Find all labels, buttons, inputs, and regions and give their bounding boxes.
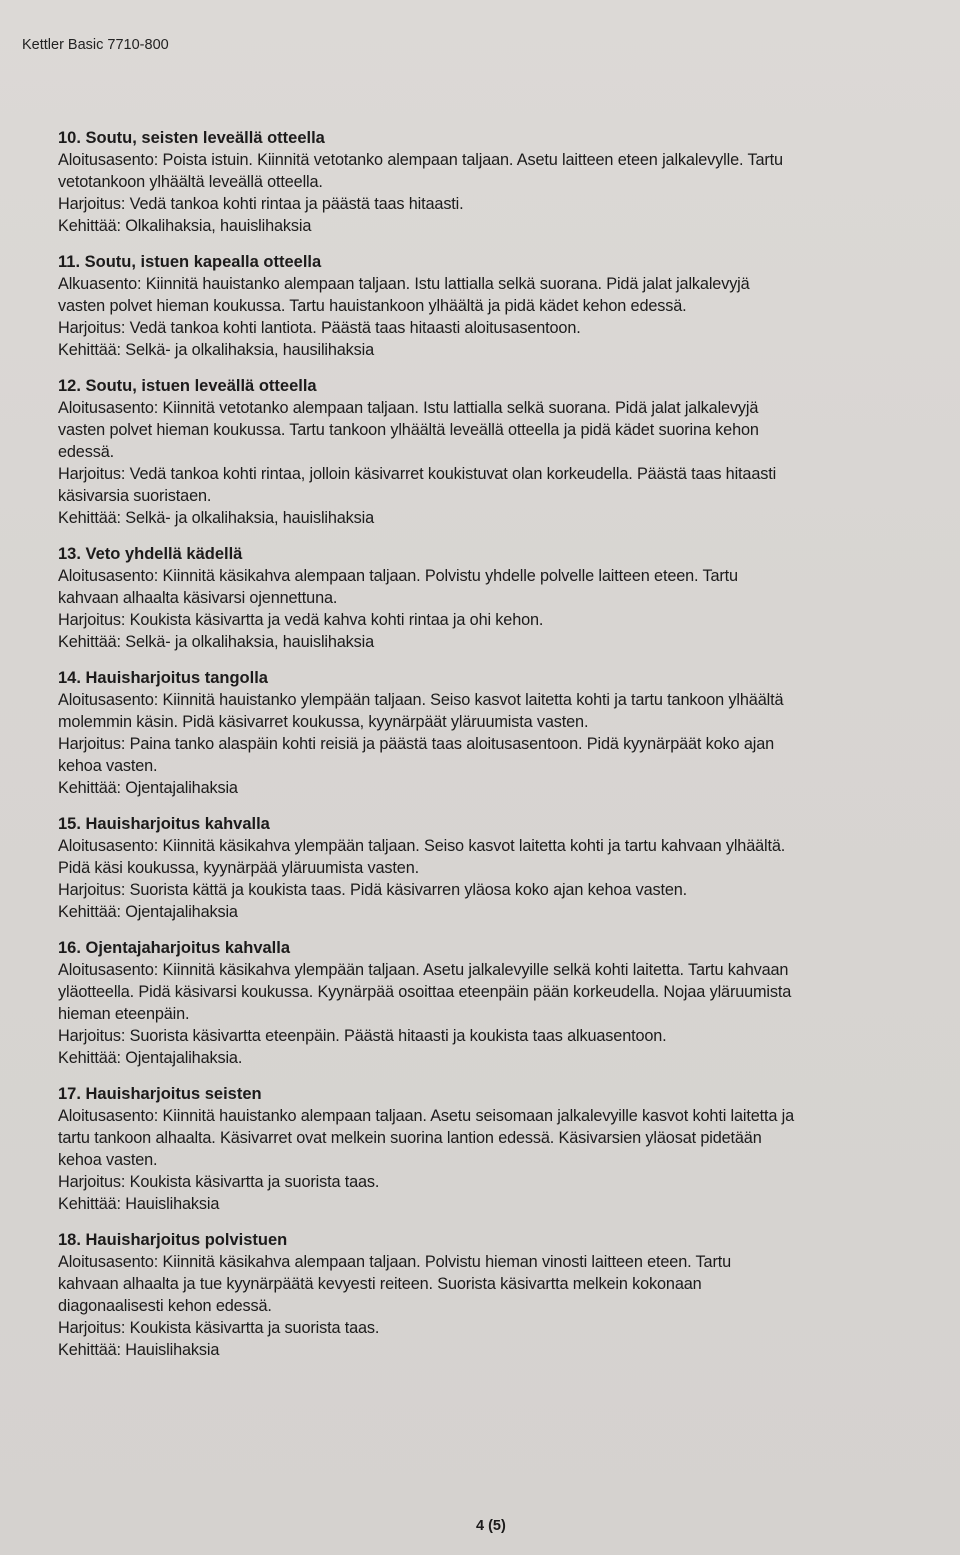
exercise-text-line: Kehittää: Selkä- ja olkalihaksia, hausilihaksia bbox=[58, 341, 375, 359]
exercise-text-line: Kehittää: Ojentajalihaksia bbox=[58, 779, 238, 797]
exercise-title: 13. Veto yhdellä kädellä bbox=[58, 545, 243, 563]
exercise-text-line: Kehittää: Selkä- ja olkalihaksia, hauislihaksia bbox=[58, 509, 375, 527]
exercise-text-line: kahvaan alhaalta käsivarsi ojennettuna. bbox=[58, 589, 338, 607]
exercise-text-line: hieman eteenpäin. bbox=[58, 1005, 190, 1023]
exercise-11 bbox=[58, 252, 958, 361]
exercise-text-line: molemmin käsin. Pidä käsivarret koukussa, kyynärpäät yläruumista vasten. bbox=[58, 713, 589, 731]
exercise-text-line: diagonaalisesti kehon edessä. bbox=[58, 1297, 272, 1315]
exercise-text-line: kehoa vasten. bbox=[58, 757, 158, 775]
exercise-text-line: Aloitusasento: Kiinnitä vetotanko alempaan taljaan. Istu lattialla selkä suorana. Pidä jalat jalkalevyjä bbox=[58, 399, 759, 417]
exercise-text-line: Kehittää: Hauislihaksia bbox=[58, 1341, 220, 1359]
exercise-text-line: kehoa vasten. bbox=[58, 1151, 158, 1169]
exercise-text-line: vasten polvet hieman koukussa. Tartu tankoon ylhäältä leveällä otteella ja pidä kädet suorina kehon bbox=[58, 421, 759, 439]
exercise-13 bbox=[58, 544, 958, 653]
exercise-title: 12. Soutu, istuen leveällä otteella bbox=[58, 377, 317, 395]
exercise-text-line: Harjoitus: Vedä tankoa kohti rintaa, jolloin käsivarret koukistuvat olan korkeudella. Päästä taas hitaasti bbox=[58, 465, 777, 483]
exercise-title: 16. Ojentajaharjoitus kahvalla bbox=[58, 939, 291, 957]
exercise-text-line: Aloitusasento: Poista istuin. Kiinnitä vetotanko alempaan taljaan. Asetu laitteen eteen jalkalevylle. Tartu bbox=[58, 151, 783, 169]
exercise-16 bbox=[58, 938, 958, 1069]
exercise-text-line: Aloitusasento: Kiinnitä hauistanko alempaan taljaan. Asetu seisomaan jalkalevyille kasvot kohti laitetta ja bbox=[58, 1107, 795, 1125]
exercise-12 bbox=[58, 376, 958, 529]
exercise-text-line: Harjoitus: Suorista kättä ja koukista taas. Pidä käsivarren yläosa koko ajan kehoa vasten. bbox=[58, 881, 688, 899]
exercise-text-line: Pidä käsi koukussa, kyynärpää yläruumista vasten. bbox=[58, 859, 419, 877]
exercise-title: 18. Hauisharjoitus polvistuen bbox=[58, 1231, 288, 1249]
exercise-text-line: Harjoitus: Paina tanko alaspäin kohti reisiä ja päästä taas aloitusasentoon. Pidä kyynärpäät koko ajan bbox=[58, 735, 774, 753]
exercise-title: 15. Hauisharjoitus kahvalla bbox=[58, 815, 270, 833]
exercise-text-line: Kehittää: Selkä- ja olkalihaksia, hauislihaksia bbox=[58, 633, 375, 651]
document-header: Kettler Basic 7710-800 bbox=[22, 37, 169, 53]
exercise-text-line: Aloitusasento: Kiinnitä hauistanko ylempään taljaan. Seiso kasvot laitetta kohti ja tartu tankoon ylhäältä bbox=[58, 691, 784, 709]
exercise-text-line: Harjoitus: Vedä tankoa kohti lantiota. Päästä taas hitaasti aloitusasentoon. bbox=[58, 319, 581, 337]
exercise-text-line: Harjoitus: Koukista käsivartta ja suorista taas. bbox=[58, 1173, 380, 1191]
exercise-15 bbox=[58, 814, 958, 923]
exercise-list bbox=[58, 128, 958, 1376]
exercise-text-line: Kehittää: Hauislihaksia bbox=[58, 1195, 220, 1213]
page-number: 4 (5) bbox=[476, 1518, 506, 1534]
exercise-14 bbox=[58, 668, 958, 799]
exercise-18 bbox=[58, 1230, 958, 1361]
exercise-text-line: Kehittää: Olkalihaksia, hauislihaksia bbox=[58, 217, 312, 235]
exercise-text-line: Aloitusasento: Kiinnitä käsikahva alempaan taljaan. Polvistu hieman vinosti laitteen eteen. Tartu bbox=[58, 1253, 731, 1271]
exercise-text-line: tartu tankoon alhaalta. Käsivarret ovat melkein suorina lantion edessä. Käsivarsien yläosat pidetään bbox=[58, 1129, 762, 1147]
exercise-text-line: Aloitusasento: Kiinnitä käsikahva ylempään taljaan. Seiso kasvot laitetta kohti ja tartu kahvaan ylhäältä. bbox=[58, 837, 786, 855]
exercise-text-line: Kehittää: Ojentajalihaksia. bbox=[58, 1049, 243, 1067]
exercise-text-line: käsivarsia suoristaen. bbox=[58, 487, 212, 505]
exercise-text-line: kahvaan alhaalta ja tue kyynärpäätä kevyesti reiteen. Suorista käsivartta melkein kokonaan bbox=[58, 1275, 702, 1293]
exercise-text-line: yläotteella. Pidä käsivarsi koukussa. Kyynärpää osoittaa eteenpäin pään korkeudella. Nojaa yläruumista bbox=[58, 983, 792, 1001]
exercise-10 bbox=[58, 128, 958, 237]
exercise-title: 17. Hauisharjoitus seisten bbox=[58, 1085, 262, 1103]
exercise-text-line: Harjoitus: Koukista käsivartta ja suorista taas. bbox=[58, 1319, 380, 1337]
exercise-title: 10. Soutu, seisten leveällä otteella bbox=[58, 129, 325, 147]
exercise-text-line: vetotankoon ylhäältä leveällä otteella. bbox=[58, 173, 323, 191]
exercise-17 bbox=[58, 1084, 958, 1215]
exercise-title: 11. Soutu, istuen kapealla otteella bbox=[58, 253, 322, 271]
exercise-text-line: Aloitusasento: Kiinnitä käsikahva ylempään taljaan. Asetu jalkalevyille selkä kohti laitetta. Tartu kahvaan bbox=[58, 961, 789, 979]
exercise-title: 14. Hauisharjoitus tangolla bbox=[58, 669, 268, 687]
exercise-text-line: Aloitusasento: Kiinnitä käsikahva alempaan taljaan. Polvistu yhdelle polvelle laitteen eteen. Tartu bbox=[58, 567, 738, 585]
exercise-text-line: Harjoitus: Suorista käsivartta eteenpäin. Päästä hitaasti ja koukista taas alkuasentoon. bbox=[58, 1027, 667, 1045]
exercise-text-line: Harjoitus: Koukista käsivartta ja vedä kahva kohti rintaa ja ohi kehon. bbox=[58, 611, 544, 629]
exercise-text-line: vasten polvet hieman koukussa. Tartu hauistankoon ylhäältä ja pidä kädet kehon edessä. bbox=[58, 297, 687, 315]
exercise-text-line: Alkuasento: Kiinnitä hauistanko alempaan taljaan. Istu lattialla selkä suorana. Pidä jalat jalkalevyjä bbox=[58, 275, 750, 293]
exercise-text-line: Harjoitus: Vedä tankoa kohti rintaa ja päästä taas hitaasti. bbox=[58, 195, 464, 213]
exercise-text-line: Kehittää: Ojentajalihaksia bbox=[58, 903, 238, 921]
exercise-text-line: edessä. bbox=[58, 443, 114, 461]
